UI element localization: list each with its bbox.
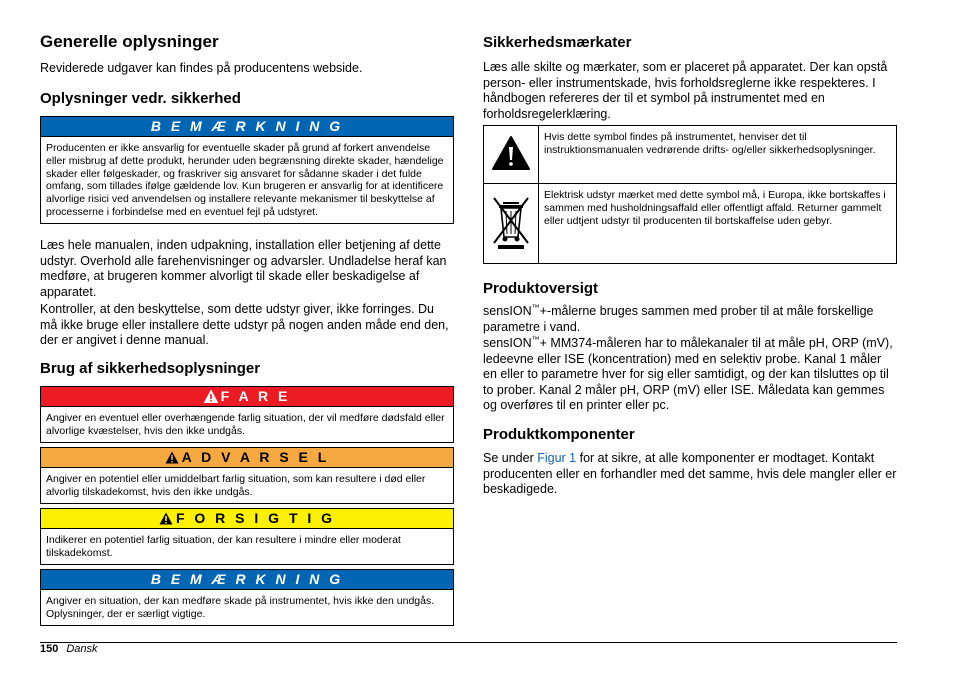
danger-text: Angiver en eventuel eller overhængende farlig situation, der vil medføre dødsfald eller alvorlige kvæstelser, hvis den ikke undgås. (46, 412, 445, 437)
danger-box (40, 386, 454, 443)
safety-heading: Oplysninger vedr. sikkerhed (40, 90, 241, 107)
symbol-icon-cell (484, 126, 539, 184)
notice-text: Angiver en situation, der kan medføre skade på instrumentet, hvis ikke den undgås. Oplysninger, der er særligt vigtige. (46, 595, 435, 620)
components-paragraph (483, 451, 897, 498)
footer-divider (40, 642, 897, 643)
components-text: for at sikre, at alle komponenter er modtaget. Kontakt producenten eller en forhandler med det samme, hvis dele mangler eller er beskadigede. (483, 451, 897, 496)
components-text: Se under (483, 451, 538, 465)
caution-label: F O R S I G T I G (175, 510, 336, 526)
overview-paragraph-2 (483, 336, 897, 414)
intro-text: Reviderede udgaver kan findes på producentens webside. (40, 61, 363, 75)
warning-triangle-icon (491, 135, 531, 171)
symbol-icon-cell (484, 184, 539, 264)
symbol-table (483, 125, 897, 264)
warning-box (40, 447, 454, 504)
crossed-bin-weee-icon (489, 193, 533, 251)
overview-text: + MM374-måleren har to målekanaler til at måle pH, ORP (mV), ledeevne eller ISE (koncentration) med en selektiv probe. Kanal 1 måler en eller to parametre hver for sig eller samtidigt, og der kan tilsluttes op til to prober. Kanal 2 måler pH, ORP (mV) eller ISE. Måledata kan gemmes og overføres til en printer eller pc. (483, 336, 893, 412)
trademark-sign: ™ (531, 335, 540, 344)
notice-text: Producenten er ikke ansvarlig for eventuelle skader på grund af forkert anvendelse eller misbrug af dette produkt, herunder uden begrænsning direkte skader, hændelige skader eller følgeskader, og fraskriver sig ansvaret for sådanne skader i det fulde omfang, som tillades ifølge gældende lov. Kun brugeren er ansvarlig for at identificere alvorlige risici ved anvendelsen og installere relevante mekanismer til beskyttelse af processerne i forbindelse med en eventuel fejl på udstyret. (46, 142, 444, 218)
symbol-description: Hvis dette symbol findes på instrumentet, henviser det til instruktionsmanualen vedrørende drifts- og/eller sikkerhedsoplysninger. (539, 126, 897, 184)
product-name: sensION (483, 304, 532, 318)
components-heading: Produktkomponenter (483, 426, 635, 443)
overview-paragraph-1 (483, 304, 897, 335)
overview-text: +-målerne bruges sammen med prober til at måle forskellige parametre i vand. (483, 304, 874, 334)
table-row (484, 126, 897, 184)
warning-triangle-icon (165, 451, 179, 464)
notice-label: B E M Æ R K N I N G (41, 117, 453, 137)
warning-text: Angiver en potentiel eller umiddelbart farlig situation, som kan resultere i død eller alvorlig tilskadekomst, hvis den ikke undgås. (46, 473, 426, 498)
product-name: sensION (483, 336, 532, 350)
warning-triangle-icon (204, 390, 218, 403)
labels-text: Læs alle skilte og mærkater, som er placeret på apparatet. Der kan opstå person- eller instrumentskade, hvis forholdsreglerne ikke respekteres. I håndbogen refereres der til et symbol på instrumentet med en forholdsregelerklæring. (483, 60, 888, 121)
language-label: Dansk (66, 643, 98, 655)
trademark-sign: ™ (531, 303, 540, 312)
notice-box-1 (40, 116, 454, 224)
warning-header (41, 448, 453, 468)
symbol-description: Elektrisk udstyr mærket med dette symbol må, i Europa, ikke bortskaffes i sammen med husholdningsaffald eller offentligt affald. Returner gammelt eller udtjent udstyr til producenten til bortskaffelse uden gebyr. (539, 184, 897, 264)
overview-heading: Produktoversigt (483, 280, 599, 297)
page-number: 150 (40, 643, 59, 655)
notice-label: B E M Æ R K N I N G (41, 570, 453, 590)
caution-text: Indikerer en potentiel farlig situation, der kan resultere i mindre eller moderat tilskadekomst. (46, 534, 401, 559)
caution-box (40, 508, 454, 565)
paragraph-protection: Kontroller, at den beskyttelse, som dette udstyr giver, ikke forringes. Du må ikke bruge eller installere dette udstyr på nogen anden måde end den, der er angivet i denne manual. (40, 302, 449, 347)
caution-header (41, 509, 453, 529)
paragraph-read-manual: Læs hele manualen, inden udpakning, installation eller betjening af dette udstyr. Overhold alle farehenvisninger og advarsler. Undladelse heraf kan medføre, at brugeren kommer alvorligt til skade eller beskadigelse af apparatet. (40, 238, 447, 299)
warning-label: A D V A R S E L (181, 449, 330, 465)
page-footer (40, 643, 98, 655)
danger-header (41, 387, 453, 407)
page-title: Generelle oplysninger (40, 32, 219, 51)
danger-label: F A R E (220, 388, 291, 404)
table-row (484, 184, 897, 264)
labels-heading: Sikkerhedsmærkater (483, 34, 632, 51)
figure-1-link[interactable]: Figur 1 (537, 451, 577, 465)
warning-triangle-icon (159, 512, 173, 525)
notice-box-2 (40, 569, 454, 626)
hazard-heading: Brug af sikkerhedsoplysninger (40, 360, 261, 377)
